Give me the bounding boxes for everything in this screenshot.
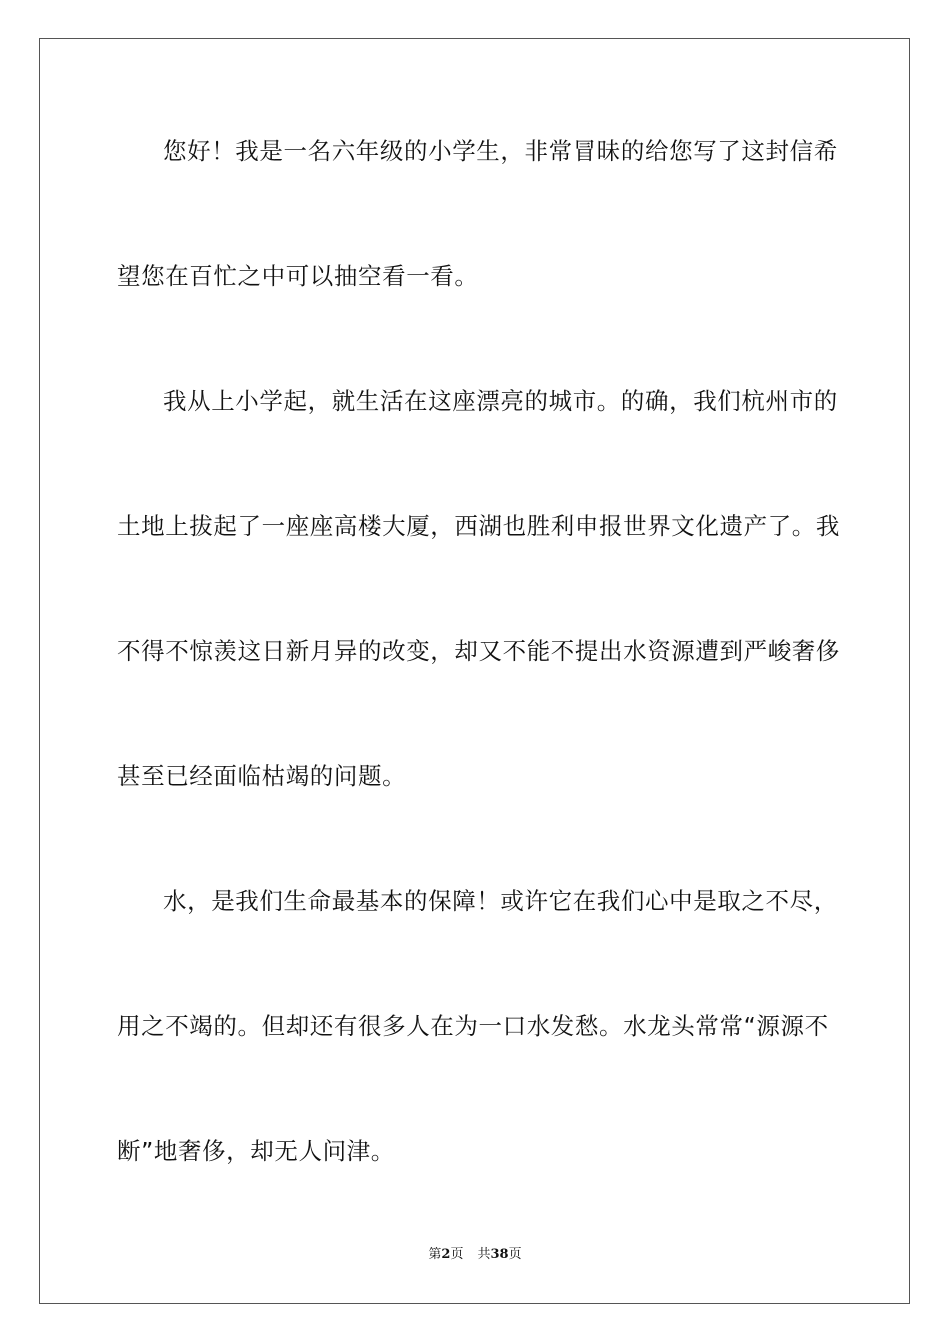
- paragraph-3-line-3: 断”地奢侈，却无人问津。: [117, 1137, 395, 1165]
- page-prefix: 第: [428, 1247, 442, 1262]
- total-suffix: 页: [508, 1247, 522, 1262]
- page-border: [39, 38, 910, 1304]
- page-footer: [0, 1246, 950, 1264]
- paragraph-2-line-2: 土地上拔起了一座座高楼大厦，西湖也胜利申报世界文化遗产了。我: [117, 512, 840, 540]
- paragraph-2-line-1: 我从上小学起，就生活在这座漂亮的城市。的确，我们杭州市的: [163, 387, 838, 415]
- paragraph-2-line-4: 甚至已经面临枯竭的问题。: [117, 762, 407, 790]
- paragraph-1-line-1: 您好！我是一名六年级的小学生，非常冒昧的给您写了这封信希: [163, 137, 838, 165]
- page-suffix: 页: [450, 1247, 464, 1262]
- paragraph-3-line-1: 水，是我们生命最基本的保障！或许它在我们心中是取之不尽，: [163, 887, 838, 915]
- paragraph-2-line-3: 不得不惊羡这日新月异的改变，却又不能不提出水资源遭到严峻奢侈: [117, 637, 840, 665]
- page-number: 2: [441, 1247, 451, 1262]
- paragraph-1-line-2: 望您在百忙之中可以抽空看一看。: [117, 262, 479, 290]
- total-prefix: 共: [477, 1247, 491, 1262]
- paragraph-3-line-2: 用之不竭的。但却还有很多人在为一口水发愁。水龙头常常“源源不: [117, 1012, 829, 1040]
- total-pages: 38: [490, 1247, 509, 1262]
